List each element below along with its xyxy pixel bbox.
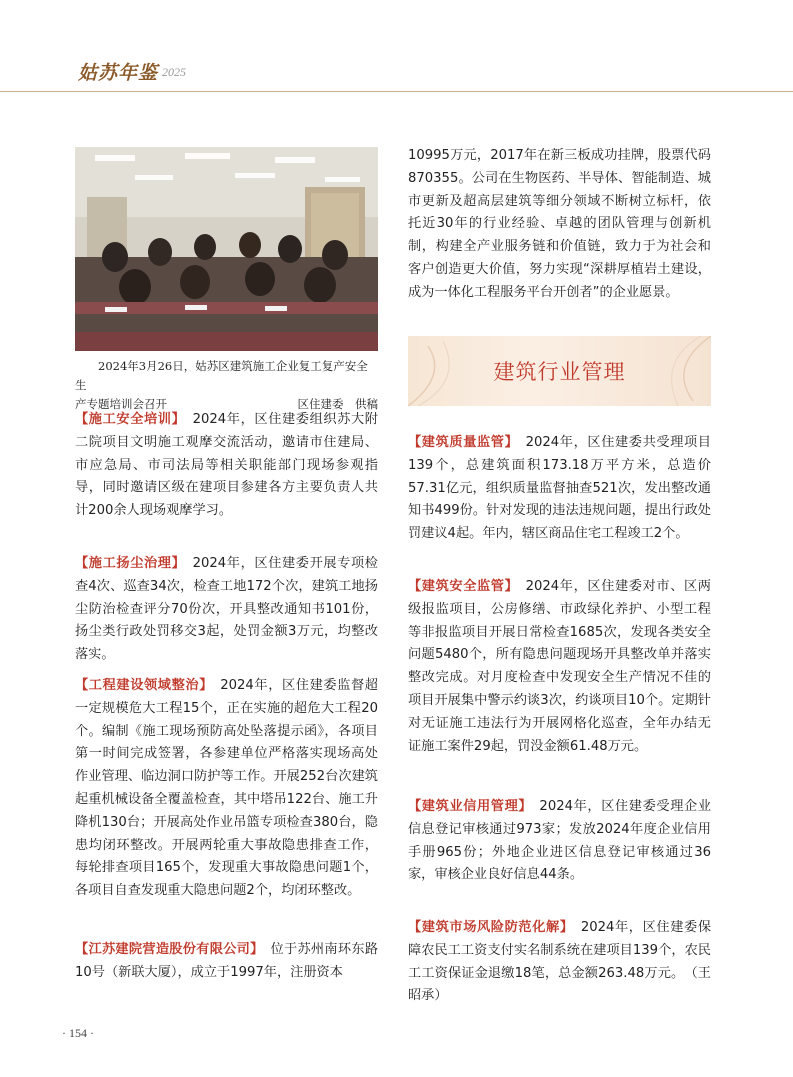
paragraph-quality-supervision: [408, 432, 711, 546]
entry-text: 2024年，区住建委受理企业信息登记审核通过973家；发放2024年度企业信用手册965份；外地企业进区信息登记审核通过36家，审核企业良好信息44条。: [408, 799, 712, 883]
entry-text: 2024年，区住建委监督超一定规模危大工程15个，正在实施的超危大工程20个。编制《施工现场预防高处坠落提示函》，各项目第一时间完成签署，各参建单位严格落实现场高处作业管理、临边洞口防护等工作。开展252台次建筑起重机械设备全覆盖检查，其中塔吊122台、施工升降机130台；开展高处作业吊篮专项检查380台，隐患均闭环整改。开展两轮重大事故隐患排查工作，每轮排查项目165个，发现重大事故隐患问题1个，各项目自查发现重大隐患问题2个，均闭环整改。: [75, 678, 378, 899]
caption-event: 产专题培训会召开: [75, 397, 167, 411]
entry-text: 位于苏州南环东路10号（新联大厦），成立于1997年，注册资本: [75, 942, 379, 980]
paragraph-construction-safety-training: [75, 409, 378, 523]
page-number: · 154 ·: [62, 1026, 94, 1040]
running-header: [0, 0, 793, 92]
entry-text: 2024年，区住建委组织苏大附二院项目文明施工观摩交流活动，邀请市住建局、市应急局、市司法局等相关职能部门现场参观指导，同时邀请区级在建项目参建各方主要负责人共计200余人现场观摩学习。: [75, 412, 378, 519]
entry-text: 2024年，区住建委对市、区两级报监项目，公房修缮、市政绿化养护、小型工程等非报监项目开展日常检查1685次，发现各类安全问题5480个，所有隐患问题现场开具整改单并落实整改完成。对月度检查中发现安全生产情况不佳的项目开展集中警示约谈3次，约谈项目10个。定期针对无证施工违法行为开展网格化巡查，全年办结无证施工案件29起，罚没金额61.48万元。: [408, 579, 711, 754]
entry-heading: 【施工扬尘治理】: [75, 556, 179, 571]
header-divider: [0, 91, 793, 92]
entry-heading: 【建筑安全监管】: [408, 579, 512, 594]
paragraph-safety-supervision: [408, 576, 711, 758]
paragraph-company-continued: 10995万元，2017年在新三板成功挂牌，股票代码870355。公司在生物医药、半导体、智能制造、城市更新及超高层建筑等细分领域不断树立标杆，依托近30年的行业经验、卓越的团队管理与创新机制，构建全产业服务链和价值链，致力于为社会和客户创造更大价值，努力实现“深耕厚植岩土建设，成为一体化工程服务平台开创者”的企业愿景。: [408, 148, 711, 300]
paragraph-dust-control: [75, 553, 378, 667]
section-banner: [408, 336, 711, 406]
caption-line-1: 2024年3月26日，姑苏区建筑施工企业复工复产安全生: [75, 359, 368, 392]
paragraph-jiangsu-jianyuan-company: [75, 939, 378, 985]
paragraph-market-risk-prevention: [408, 917, 711, 1008]
meeting-room-illustration: [75, 147, 378, 351]
entry-heading: 【施工安全培训】: [75, 412, 179, 427]
entry-text: 2024年，区住建委保障农民工工资支付实名制系统在建项目139个，农民工工资保证金退缴18笔，总金额263.48万元。 （王昭承）: [408, 920, 712, 1004]
entry-heading: 【工程建设领域整治】: [75, 678, 207, 693]
section-title: 建筑行业管理: [493, 360, 626, 384]
training-meeting-photo: [75, 147, 378, 351]
paragraph-engineering-rectification: [75, 675, 378, 903]
yearbook-year: 2025: [162, 65, 186, 79]
entry-heading: 【建筑市场风险防范化解】: [408, 920, 568, 935]
caption-credit: 区住建委 供稿: [297, 397, 378, 411]
entry-heading: 【江苏建院营造股份有限公司】: [75, 942, 258, 957]
yearbook-title: 姑苏年鉴: [78, 62, 159, 84]
photo-caption: [75, 357, 378, 414]
entry-text: 2024年，区住建委共受理项目139个，总建筑面积173.18万平方米，总造价57.31亿元，组织质量监督抽查521次，发出整改通知书499份。针对发现的违法违规问题，提出行政处罚建议4起。年内，辖区商品住宅工程竣工2个。: [408, 435, 711, 542]
entry-text: 2024年，区住建委开展专项检查4次、巡查34次，检查工地172个次，建筑工地扬尘防治检查评分70份次，开具整改通知书101份，扬尘类行政处罚移交3起，处罚金额3万元，均整改落实。: [75, 556, 378, 663]
entry-heading: 【建筑质量监管】: [408, 435, 512, 450]
paragraph-credit-management: [408, 796, 711, 887]
entry-heading: 【建筑业信用管理】: [408, 799, 526, 814]
